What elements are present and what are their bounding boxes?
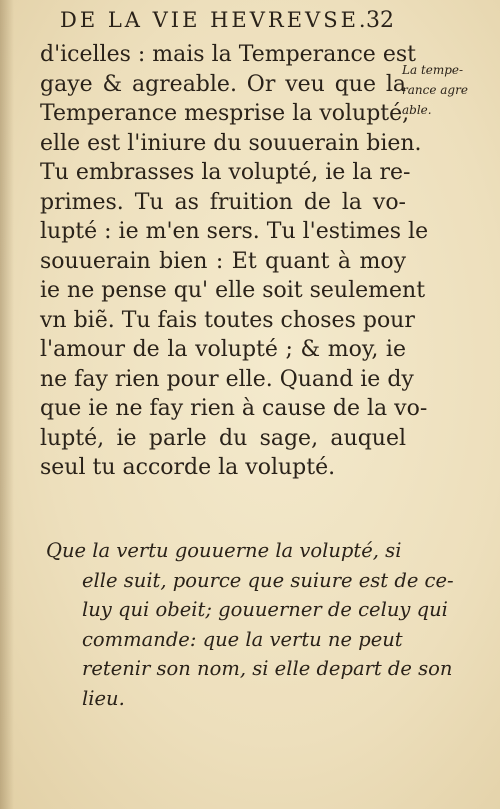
text-line: Tu embrasses la volupté, ie la re- — [40, 160, 411, 185]
text-line: primes. Tu as fruition de la vo- — [40, 189, 406, 215]
summary-line: elle suit, pource que suiure est de ce- — [82, 568, 454, 592]
text-line: Temperance mesprise la volupté, — [40, 101, 410, 126]
running-title: DE LA VIE HEVREVSE. — [60, 8, 369, 32]
text-line: vn biẽ. Tu fais toutes choses pour — [40, 307, 415, 333]
text-line: gaye & agreable. Or veu que la — [40, 71, 406, 97]
page-number: 32 — [366, 8, 394, 33]
text-line: ne fay rien pour elle. Quand ie dy — [40, 366, 414, 392]
gloss-line: rance agre — [402, 83, 468, 97]
gloss-line: La tempe- — [402, 63, 464, 77]
text-line: seul tu accorde la volupté. — [40, 455, 336, 480]
text-line: lupté, ie parle du sage, auquel — [40, 425, 406, 451]
text-line: l'amour de la volupté ; & moy, ie — [40, 337, 406, 362]
summary-line: retenir son nom, si elle depart de son — [82, 657, 453, 680]
text-line: ie ne pense qu' elle soit seulement — [40, 278, 426, 303]
summary-line: commande: que la vertu ne peut — [82, 627, 403, 651]
text-line: elle est l'iniure du souuerain bien. — [40, 130, 422, 156]
summary-line: lieu. — [82, 686, 125, 710]
text-line: que ie ne fay rien à cause de la vo- — [40, 396, 428, 421]
summary-line: luy qui obeit; gouuerner de celuy qui — [82, 598, 448, 621]
text-line: souuerain bien : Et quant à moy — [40, 248, 406, 274]
text-line: lupté : ie m'en sers. Tu l'estimes le — [40, 219, 429, 244]
main-text-block — [40, 40, 429, 483]
gloss-line: able. — [402, 103, 432, 117]
text-line: d'icelles : mais la Temperance est — [40, 42, 416, 67]
chapter-summary — [46, 536, 454, 713]
summary-line: Que la vertu gouuerne la volupté, si — [46, 539, 402, 562]
margin-gloss — [402, 60, 492, 120]
